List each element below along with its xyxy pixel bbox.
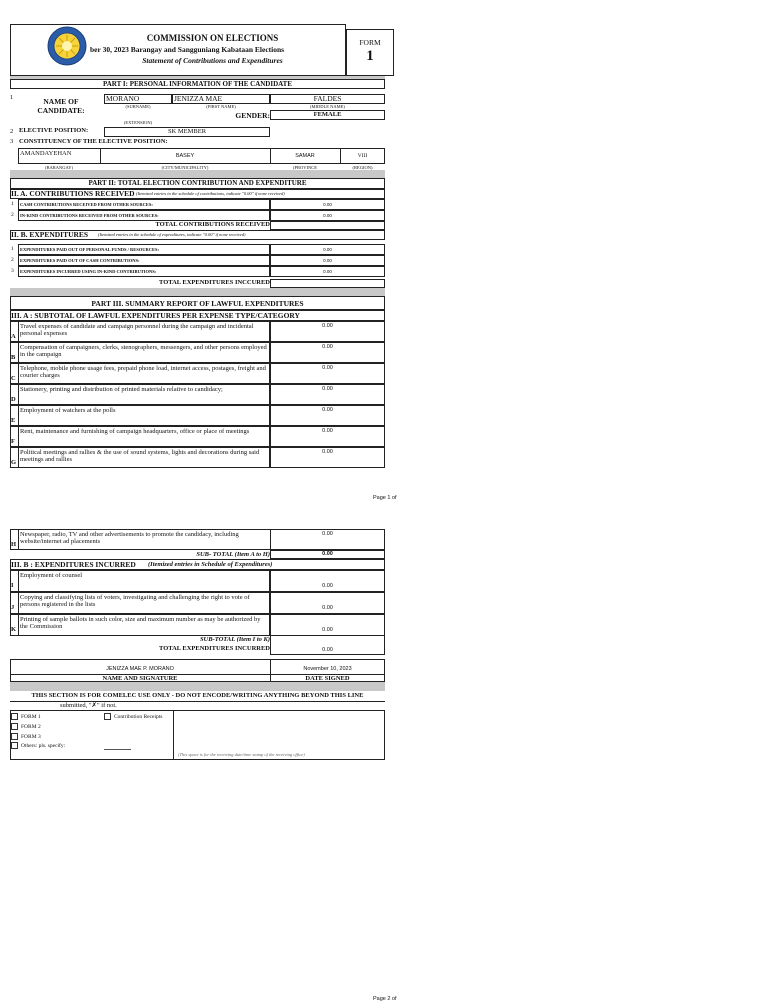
expense-letter: E <box>11 417 16 424</box>
expense-letter: G <box>11 459 17 466</box>
total-expenditures-label: TOTAL EXPENDITURES INCCURED <box>158 279 270 286</box>
gender-value: FEMALE <box>313 111 342 118</box>
stamp-space-note: (This space is for the receiving date/time stamp of the receiving office) <box>178 752 305 757</box>
expense-label: Compensation of campaigners, clerks, stenographers, messengers, and other persons employed in the campaign <box>20 344 267 359</box>
part2-title: PART II: TOTAL ELECTION CONTRIBUTION AND EXPENDITURE <box>88 179 307 187</box>
line-item-value: 0.00 <box>323 247 332 252</box>
checkbox-icon <box>104 713 111 720</box>
expense-value: 0.00 <box>322 627 333 633</box>
part2a-title: II. A. CONTRIBUTIONS RECEIVED <box>11 189 135 198</box>
part2-band <box>10 170 385 178</box>
item-letter: H <box>11 541 17 548</box>
checklist-form2[interactable]: FORM 2 <box>11 723 41 730</box>
position-label: ELECTIVE POSITION: <box>19 127 89 134</box>
region-caption: (REGION) <box>352 165 373 170</box>
province-value: SAMAR <box>295 153 315 159</box>
checklist-others[interactable]: Others: pls. specify: <box>11 742 65 749</box>
first-name-value: JENIZZA MAE <box>174 94 223 103</box>
expense-letter-divider <box>18 570 19 592</box>
expense-value: 0.00 <box>322 323 333 329</box>
comelec-seal <box>47 26 87 66</box>
expense-letter: I <box>11 582 14 589</box>
expense-letter: J <box>11 604 15 611</box>
region-value: VIII <box>357 153 368 159</box>
total-expenditures-box <box>270 279 385 288</box>
middle-name-value: FALDES <box>313 94 342 103</box>
row-number: 3 <box>10 138 14 145</box>
surname-value: MORANO <box>106 94 140 103</box>
constituency-label: CONSTITUENCY OF THE ELECTIVE POSITION: <box>19 138 168 145</box>
line-item-number: 2 <box>11 257 14 263</box>
expense-label: Copying and classifying lists of voters, investigating and challenging the right to vote of persons registered in the lists <box>20 594 250 609</box>
expense-letter-divider <box>18 614 19 636</box>
checkbox-icon <box>11 713 18 720</box>
expense-letter-divider <box>18 363 19 384</box>
expense-letter-divider <box>18 405 19 426</box>
expense-letter-divider <box>18 592 19 614</box>
date-signed-value: November 10, 2023 <box>303 666 352 672</box>
comelec-band <box>10 682 385 691</box>
expense-value: 0.00 <box>322 605 333 611</box>
expense-label: Political meetings and rallies & the use of sound systems, lights and decorations during said meetings and rallies <box>20 449 260 464</box>
city-value: BASEY <box>175 153 195 159</box>
first-name-caption: (FIRST NAME) <box>206 104 236 109</box>
row-number: 2 <box>10 128 14 135</box>
position-value: SK MEMBER <box>167 128 207 135</box>
total-contributions-label: TOTAL CONTRIBUTIONS RECEIVED <box>155 221 270 228</box>
election-title: ber 30, 2023 Barangay and Sangguniang Kabataan Elections <box>90 45 285 54</box>
part3a-title: III. A : SUBTOTAL OF LAWFUL EXPENDITURES PER EXPENSE TYPE/CATEGORY <box>11 311 300 320</box>
part3-band <box>10 288 385 296</box>
checklist-form1[interactable]: FORM 1 <box>11 713 41 720</box>
expense-letter-divider <box>18 342 19 363</box>
expense-label: Telephone, mobile phone usage fees, prepaid phone load, internet access, postages, freight and courier charges <box>20 365 266 380</box>
expense-letter: F <box>11 438 15 445</box>
subtotal-ah-value: 0.00 <box>322 551 333 557</box>
checkbox-icon <box>11 733 18 740</box>
expense-letter: D <box>11 396 16 403</box>
checklist-form3[interactable]: FORM 3 <box>11 733 41 740</box>
expense-letter-divider <box>18 384 19 405</box>
item-h-label: Newspaper, radio, TV and other advertisements to promote the candidacy, including website/internet ad placements <box>20 531 239 546</box>
province-caption: (PROVINCE <box>292 165 317 170</box>
middle-name-caption: (MIDDLE NAME) <box>310 104 345 109</box>
extension-caption: (EXTENSION) <box>123 120 153 125</box>
org-title: COMMISSION ON ELECTIONS <box>146 33 279 43</box>
expense-value: 0.00 <box>322 386 333 392</box>
checklist-contribution-receipts[interactable]: Contribution Receipts <box>104 713 162 720</box>
expense-value: 0.00 <box>322 407 333 413</box>
subtotal-ik-label: SUB-TOTAL (Item I to K) <box>199 636 270 643</box>
expense-label: Rent, maintenance and furnishing of campaign headquarters, office or place of meetings <box>20 428 250 435</box>
expense-letter-divider <box>18 426 19 447</box>
row-number: 1 <box>10 94 14 101</box>
part2b-title: II. B. EXPENDITURES <box>11 230 89 239</box>
barangay-caption: (BARANGAY) <box>44 165 74 170</box>
part1-title: PART I: PERSONAL INFORMATION OF THE CANDIDATE <box>102 80 293 88</box>
signer-name: JENIZZA MAE P. MORANO <box>106 666 174 672</box>
part3b-title: III. B : EXPENDITURES INCURRED <box>11 560 136 569</box>
date-signed-label: DATE SIGNED <box>305 675 350 682</box>
expense-letter: K <box>11 626 17 633</box>
subtotal-ah-label: SUB- TOTAL (Item A to H) <box>196 551 270 558</box>
item-h-value: 0.00 <box>322 531 333 537</box>
expense-letter-divider <box>18 447 19 468</box>
line-item-label: CASH CONTRIBUTIONS RECEIVED FROM OTHER SOURCES: <box>20 202 153 207</box>
name-label: NAME OF CANDIDATE: <box>37 97 85 115</box>
line-item-label: EXPENDITURES PAID OUT OF CASH CONTRIBUTIONS: <box>20 258 140 263</box>
comelec-only-notice: THIS SECTION IS FOR COMELEC USE ONLY - DO NOT ENCODE/WRITING ANYTHING BEYOND THIS LINE <box>31 692 364 699</box>
grand-total-value: 0.00 <box>322 647 333 653</box>
expense-value: 0.00 <box>322 365 333 371</box>
line-item-value: 0.00 <box>323 258 332 263</box>
expense-letter: B <box>11 354 16 361</box>
expense-value: 0.00 <box>322 428 333 434</box>
gender-label: GENDER: <box>235 111 270 120</box>
expense-label: Travel expenses of candidate and campaign personnel during the campaign and incidental personal expenses <box>20 323 254 338</box>
line-item-label: IN-KIND CONTRIBUTIONS RECEIVED FROM OTHER SOURCES: <box>20 213 159 218</box>
line-item-value: 0.00 <box>323 202 332 207</box>
expense-label: Printing of sample ballots in such color, size and maximum number as may be authorized by the Commission <box>20 616 261 631</box>
expense-letter: A <box>11 333 16 340</box>
expense-value: 0.00 <box>322 583 333 589</box>
form-label: FORM <box>359 38 381 47</box>
line-item-number: 1 <box>11 201 14 207</box>
part3b-note: (Itemized entries in Schedule of Expenditures) <box>148 561 273 568</box>
expense-value: 0.00 <box>322 344 333 350</box>
name-signature-label: NAME AND SIGNATURE <box>102 675 178 682</box>
total-contributions-box <box>270 221 385 230</box>
statement-title: Statement of Contributions and Expenditures <box>142 56 283 65</box>
expense-letter-divider <box>18 321 19 342</box>
expense-value: 0.00 <box>322 449 333 455</box>
expense-label: Employment of watchers at the polls <box>20 407 116 414</box>
line-item-number: 3 <box>11 268 14 274</box>
submitted-note: submitted, "✗" if not. <box>60 702 117 709</box>
line-item-value: 0.00 <box>323 213 332 218</box>
barangay-value: AMANDAYEHAN <box>20 150 72 157</box>
checkbox-icon <box>11 742 18 749</box>
others-specify-line <box>104 749 131 750</box>
page-1-footer: Page 1 of <box>373 495 397 501</box>
part2a-note: (Itemized entries in the schedule of contributions, indicate "0.00" if none received) <box>136 191 285 196</box>
expense-letter: C <box>11 375 16 382</box>
line-item-label: EXPENDITURES INCURRED USING IN-KIND CONTRIBUTIONS: <box>20 269 157 274</box>
surname-caption: (SURNAME) <box>125 104 151 109</box>
checkbox-icon <box>11 723 18 730</box>
line-item-number: 1 <box>11 246 14 252</box>
line-item-value: 0.00 <box>323 269 332 274</box>
line-item-number: 2 <box>11 212 14 218</box>
form-number: 1 <box>366 48 374 64</box>
grand-total-label: TOTAL EXPENDITURES INCURRED <box>158 645 270 652</box>
part3-title: PART III. SUMMARY REPORT OF LAWFUL EXPENDITURES <box>91 299 304 308</box>
city-caption: (CITY/MUNICIPALITY) <box>161 165 209 170</box>
expense-label: Stationery, printing and distribution of printed materials relative to candidacy; <box>20 386 223 393</box>
part2b-note: (Itemized entries in the schedule of expenditures, indicate "0.00" if none received) <box>98 232 246 237</box>
expense-label: Employment of counsel <box>20 572 83 579</box>
line-item-label: EXPENDITURES PAID OUT OF PERSONAL FUNDS / RESOURCES: <box>20 247 160 252</box>
page-2-footer: Page 2 of <box>373 996 397 1002</box>
